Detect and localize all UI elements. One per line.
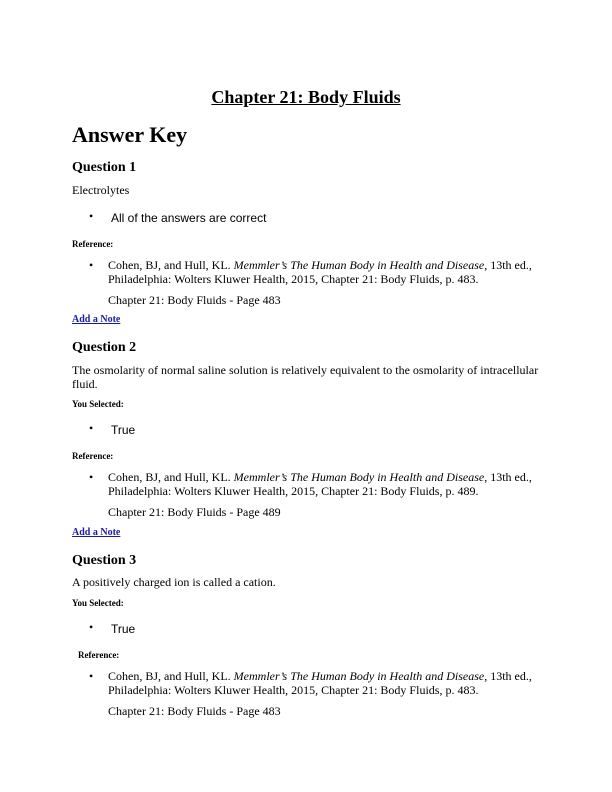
reference-edition: , 13th ed.,	[484, 258, 532, 272]
reference-book-title: Memmler’s The Human Body in Health and Disease	[233, 258, 485, 272]
bullet-icon: •	[89, 669, 94, 683]
question-1-add-note-link[interactable]: Add a Note	[72, 314, 121, 325]
question-3-selected-label: You Selected:	[72, 598, 124, 608]
question-2-add-note-link[interactable]: Add a Note	[72, 527, 121, 538]
question-2-reference	[108, 470, 540, 498]
question-3-reference	[108, 669, 540, 697]
question-1-heading: Question 1	[72, 160, 137, 175]
question-2-heading: Question 2	[72, 340, 137, 355]
bullet-icon: •	[89, 209, 94, 223]
question-2-answer: True	[111, 423, 136, 437]
question-2-selected-label: You Selected:	[72, 399, 124, 409]
question-2-reference-label: Reference:	[72, 451, 114, 461]
question-1-text: Electrolytes	[72, 183, 130, 197]
reference-book-title: Memmler’s The Human Body in Health and Disease	[233, 669, 485, 683]
reference-authors: Cohen, BJ, and Hull, KL.	[108, 470, 231, 484]
reference-edition: , 13th ed.,	[484, 470, 532, 484]
question-1-page-link[interactable]: Chapter 21: Body Fluids - Page 483	[108, 293, 281, 307]
reference-publisher: Philadelphia: Wolters Kluwer Health, 2015, Chapter 21: Body Fluids, p. 483.	[108, 683, 479, 697]
reference-publisher: Philadelphia: Wolters Kluwer Health, 2015, Chapter 21: Body Fluids, p. 489.	[108, 484, 479, 498]
question-1-reference-label: Reference:	[72, 239, 114, 249]
reference-authors: Cohen, BJ, and Hull, KL.	[108, 258, 231, 272]
bullet-icon: •	[89, 258, 94, 272]
question-1-answer: All of the answers are correct	[111, 211, 267, 225]
reference-publisher: Philadelphia: Wolters Kluwer Health, 2015, Chapter 21: Body Fluids, p. 483.	[108, 272, 479, 286]
chapter-title: Chapter 21: Body Fluids	[211, 87, 401, 107]
bullet-icon: •	[89, 421, 94, 435]
bullet-icon: •	[89, 620, 94, 634]
page-title: Answer Key	[72, 122, 188, 147]
question-3-heading: Question 3	[72, 553, 137, 568]
question-3-reference-label: Reference:	[78, 650, 120, 660]
reference-edition: , 13th ed.,	[484, 669, 532, 683]
question-1-reference	[108, 258, 540, 286]
question-3-answer: True	[111, 622, 136, 636]
question-3-text: A positively charged ion is called a cation.	[72, 575, 276, 589]
question-2-text: The osmolarity of normal saline solution is relatively equivalent to the osmolarity of intracellular fluid.	[72, 363, 539, 391]
reference-book-title: Memmler’s The Human Body in Health and Disease	[233, 470, 485, 484]
question-3-page-link[interactable]: Chapter 21: Body Fluids - Page 483	[108, 704, 281, 718]
question-2-page-link[interactable]: Chapter 21: Body Fluids - Page 489	[108, 505, 281, 519]
bullet-icon: •	[89, 470, 94, 484]
reference-authors: Cohen, BJ, and Hull, KL.	[108, 669, 231, 683]
